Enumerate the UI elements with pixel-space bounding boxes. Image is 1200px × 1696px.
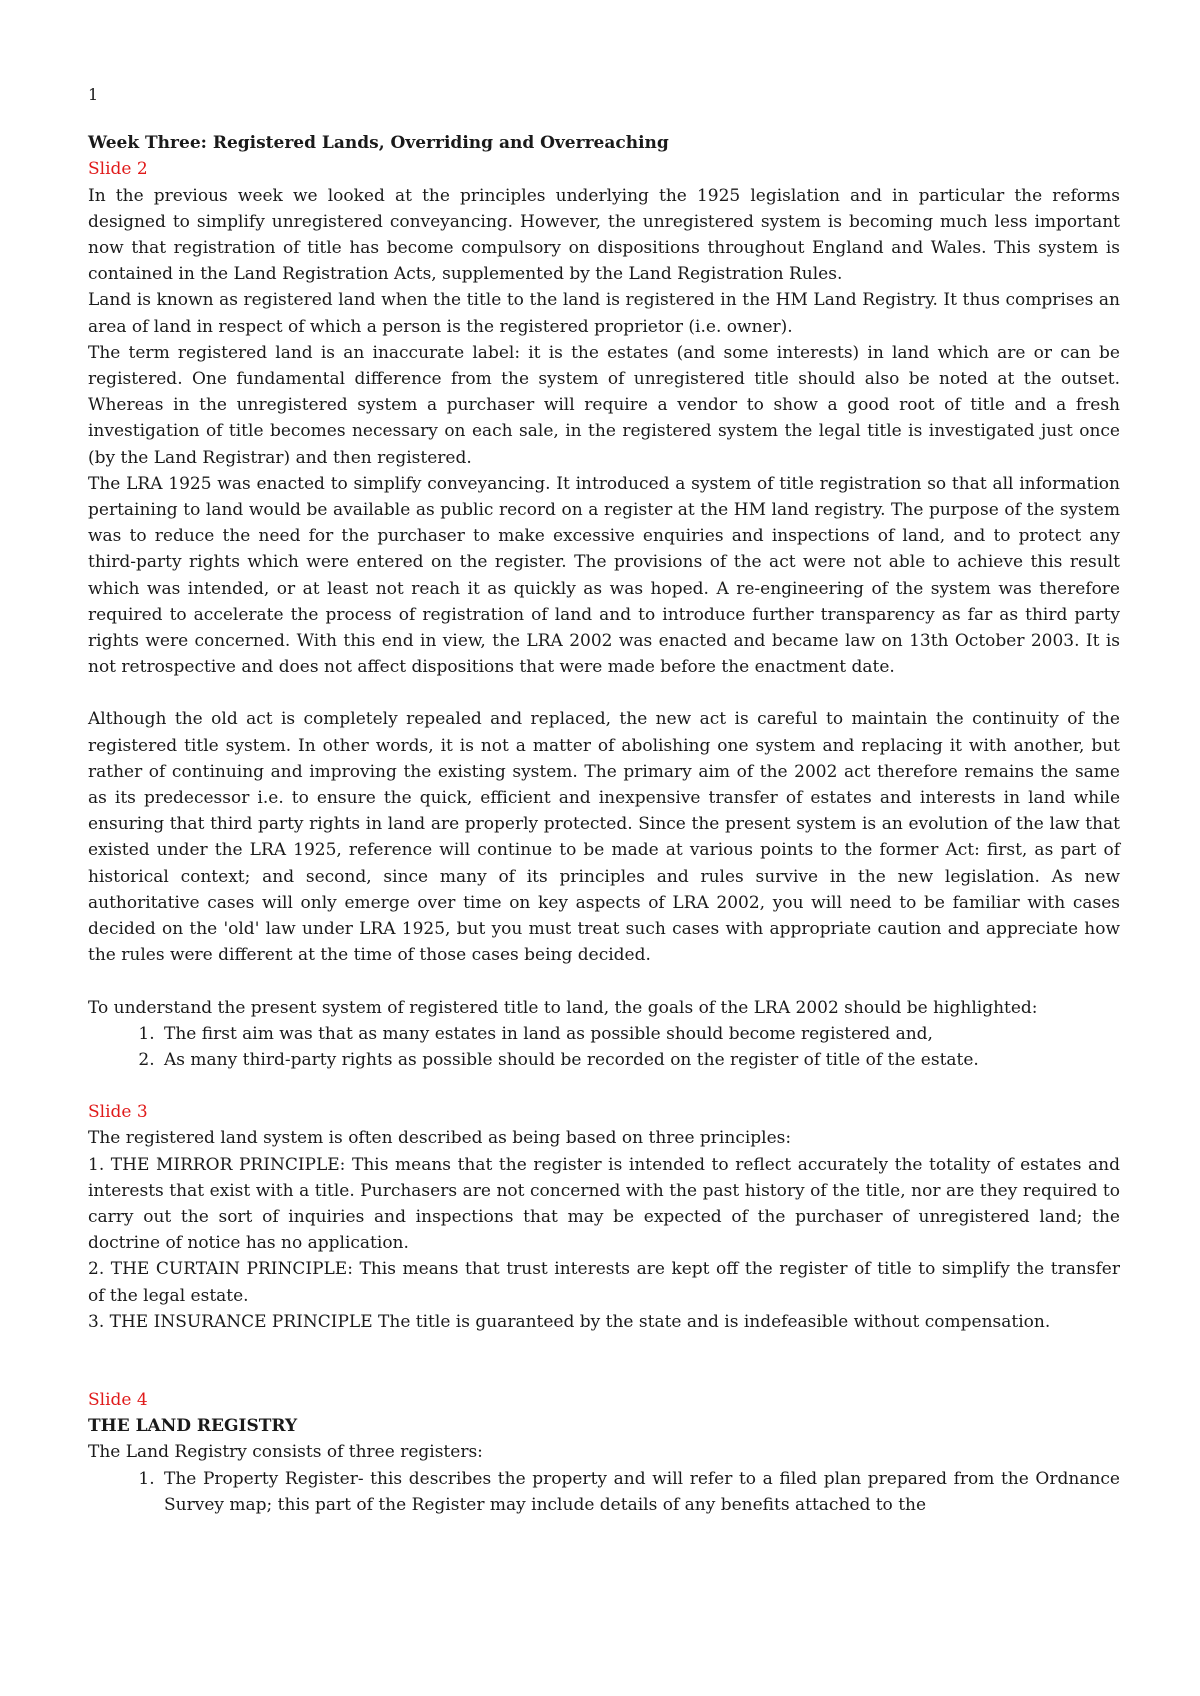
list-item: 1. The first aim was that as many estates in land as possible should become registered and, (160, 1021, 1120, 1047)
slide-3-label: Slide 3 (88, 1102, 148, 1123)
page-number: 1 (88, 85, 99, 104)
slide-2-paragraph: In the previous week we looked at the principles underlying the 1925 legislation and in particular the reforms designed to simplify unregistered conveyancing. However, the unregistered system is becoming much less important now that registration of title has become compulsory on dispositions throughout England and Wales. This system is contained in the Land Registration Acts, supplemented by the Land Registration Rules. (88, 185, 1120, 285)
slide-2-paragraph: The LRA 1925 was enacted to simplify conveyancing. It introduced a system of title registration so that all information pertaining to land would be available as public record on a register at the HM land registry. The purpose of the system was to reduce the need for the purchaser to make excessive enquiries and inspections of land, and to protect any third-party rights which were entered on the register. The provisions of the act were not able to achieve this result which was intended, or at least not reach it as quickly as was hoped. A re-engineering of the system was therefore required to accelerate the process of registration of land and to introduce further transparency as far as third party rights were concerned. With this end in view, the LRA 2002 was enacted and became law on 13th October 2003. It is not retrospective and does not affect dispositions that were made before the enactment date. (88, 473, 1120, 678)
land-registry-heading: THE LAND REGISTRY (88, 1416, 298, 1437)
spacer (88, 1335, 1120, 1387)
continuity-paragraph: Although the old act is completely repealed and replaced, the new act is careful to maintain the continuity of the registered title system. In other words, it is not a matter of abolishing one system and replacing it with another, but rather of continuing and improving the existing system. The primary aim of the 2002 act therefore remains the same as its predecessor i.e. to ensure the quick, efficient and inexpensive transfer of estates and interests in land while ensuring that third party rights in land are properly protected. Since the present system is an evolution of the law that existed under the LRA 1925, reference will continue to be made at various points to the former Act: first, as part of historical context; and second, since many of its principles and rules survive in the new legislation. As new authoritative cases will only emerge over time on key aspects of LRA 2002, you will need to be familiar with cases decided on the 'old' law under LRA 1925, but you must treat such cases with appropriate caution and appreciate how the rules were different at the time of those cases being decided. (88, 709, 1120, 966)
slide-2-paragraph: The term registered land is an inaccurate label: it is the estates (and some interests) in land which are or can be registered. One fundamental difference from the system of unregistered title should also be noted at the outset. Whereas in the unregistered system a purchaser will require a vendor to show a good root of title and a fresh investigation of title becomes necessary on each sale, in the registered system the legal title is investigated just once (by the Land Registrar) and then registered. (88, 342, 1120, 468)
spacer (88, 969, 1120, 995)
document-title: Week Three: Registered Lands, Overriding and Overreaching (88, 133, 669, 154)
principle-insurance: 3. THE INSURANCE PRINCIPLE The title is guaranteed by the state and is indefeasible without compensation. (88, 1311, 1051, 1332)
slide-2-label: Slide 2 (88, 159, 148, 180)
slide-4-label: Slide 4 (88, 1389, 148, 1410)
list-item: 1. The Property Register- this describes the property and will refer to a filed plan prepared from the Ordnance Survey map; this part of the Register may include details of any benefits attached to the (160, 1466, 1120, 1518)
registers-list (88, 1466, 1120, 1518)
principle-curtain: 2. THE CURTAIN PRINCIPLE: This means that trust interests are kept off the register of title to simplify the transfer of the legal estate. (88, 1259, 1120, 1306)
slide-3-intro: The registered land system is often described as being based on three principles: (88, 1128, 792, 1149)
spacer (88, 680, 1120, 706)
spacer (88, 1073, 1120, 1099)
slide-4-intro: The Land Registry consists of three registers: (88, 1442, 483, 1463)
goals-intro: To understand the present system of registered title to land, the goals of the LRA 2002 should be highlighted: (88, 997, 1038, 1018)
slide-2-paragraph: Land is known as registered land when the title to the land is registered in the HM Land Registry. It thus comprises an area of land in respect of which a person is the registered proprietor (i.e. owner). (88, 290, 1120, 337)
list-item: 2. As many third-party rights as possible should be recorded on the register of title of the estate. (160, 1047, 1120, 1073)
principle-mirror: 1. THE MIRROR PRINCIPLE: This means that the register is intended to reflect accurately the totality of estates and interests that exist with a title. Purchasers are not concerned with the past history of the title, nor are they required to carry out the sort of inquiries and inspections that may be expected of the purchaser of unregistered land; the doctrine of notice has no application. (88, 1154, 1120, 1254)
goals-list (88, 1021, 1120, 1073)
